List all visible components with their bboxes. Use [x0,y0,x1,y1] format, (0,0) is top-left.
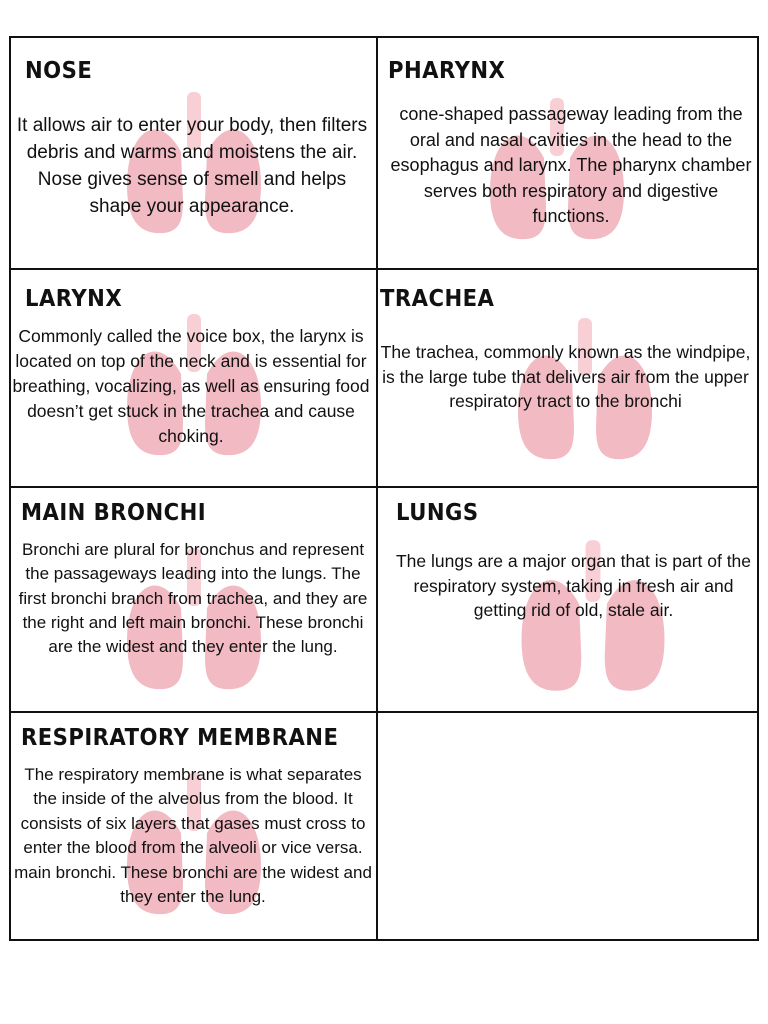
card-main-bronchi [11,488,376,711]
card-pharynx [378,38,757,268]
card-description: The lungs are a major organ that is part of the respiratory system, taking in fresh air and getting rid of old, stale air. [395,551,752,620]
card-lungs [378,488,757,711]
card-nose [11,38,376,268]
card-title: RESPIRATORY MEMBRANE [21,725,339,751]
card-title: NOSE [25,58,93,84]
card-larynx [11,270,376,486]
card-description: cone-shaped passageway leading from the oral and nasal cavities in the head to the esophagus and larynx. The pharynx chamber serves both respiratory and digestive functions. [390,104,752,226]
card-empty [378,713,757,939]
card-title: MAIN BRONCHI [21,500,207,526]
card-title: LUNGS [396,500,479,526]
card-description: The respiratory membrane is what separates the inside of the alveolus from the blood. It consists of six layers that gases must cross to enter the blood from the alveoli or vice versa. main bronchi. These bronchi are the widest and they enter the lung. [14,765,372,907]
card-trachea [378,270,757,486]
card-description: Commonly called the voice box, the larynx is located on top of the neck and is essential for breathing, vocalizing, as well as ensuring food doesn’t get stuck in the trachea and cause choking. [12,326,370,446]
cards-grid [9,36,759,941]
card-description: Bronchi are plural for bronchus and represent the passageways leading into the lungs. The first bronchi branch from trachea, and they are the right and left main bronchi. These bronchi are the widest and they enter the lung. [18,540,368,657]
card-title: LARYNX [25,286,123,312]
card-respiratory-membrane [11,713,376,939]
card-description: It allows air to enter your body, then filters debris and warms and moistens the air. Nose gives sense of smell and helps shape your appearance. [16,115,368,217]
card-title: PHARYNX [388,58,506,84]
card-description: The trachea, commonly known as the windpipe, is the large tube that delivers air from the upper respiratory tract to the bronchi [380,342,751,411]
card-title: TRACHEA [380,286,495,312]
